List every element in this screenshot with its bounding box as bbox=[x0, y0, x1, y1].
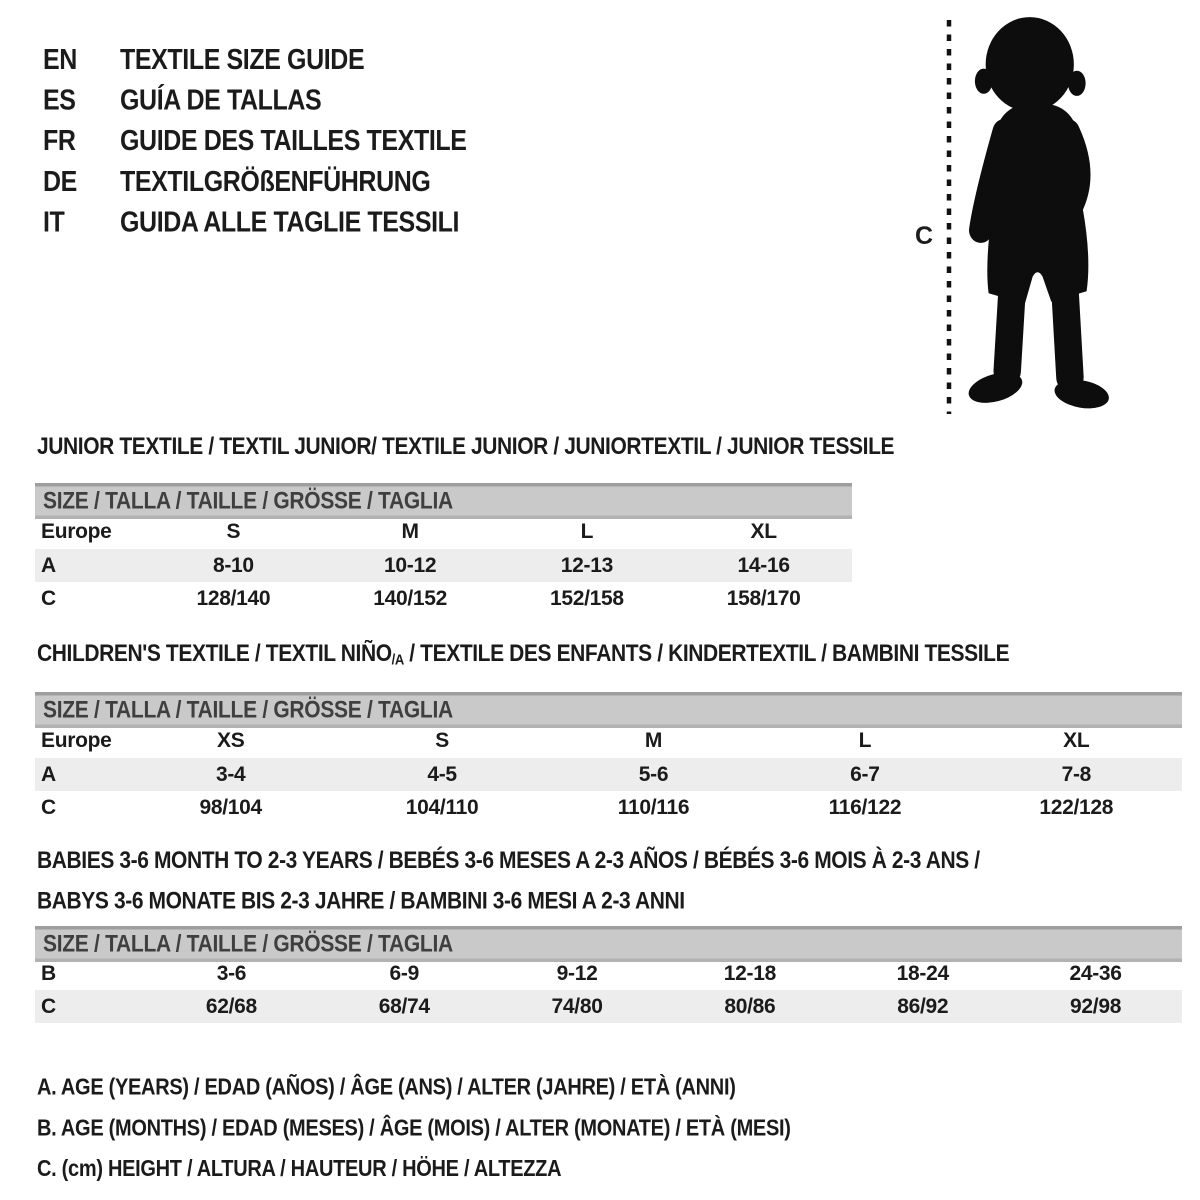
height-measure-label: C bbox=[915, 222, 934, 250]
value-cell: 122/128 bbox=[1039, 795, 1114, 819]
column-header-cell: S bbox=[226, 519, 241, 543]
table-header-row bbox=[35, 723, 1182, 758]
size-guide-figure bbox=[905, 14, 1155, 424]
value-cell: 5-6 bbox=[638, 762, 669, 786]
column-header-cell: L bbox=[858, 728, 872, 752]
language-row bbox=[43, 121, 467, 162]
row-label-cell: A bbox=[41, 553, 56, 577]
size-header-bar: SIZE / TALLA / TAILLE / GRÖSSE / TAGLIA bbox=[35, 692, 1182, 728]
language-label: GUIDE DES TAILLES TEXTILE bbox=[120, 124, 467, 158]
measure-legend bbox=[37, 1068, 791, 1190]
value-cell: 3-6 bbox=[216, 961, 247, 985]
junior-section-title: JUNIOR TEXTILE / TEXTIL JUNIOR/ TEXTILE JUNIOR / JUNIORTEXTIL / JUNIOR TESSILE bbox=[37, 433, 895, 460]
children-title-suffix: / TEXTILE DES ENFANTS / KINDERTEXTIL / BAMBINI TESSILE bbox=[403, 640, 1010, 667]
language-row bbox=[43, 81, 467, 122]
children-title-prefix: CHILDREN'S TEXTILE / TEXTIL NIÑO bbox=[37, 640, 392, 667]
babies-title-line1: BABIES 3-6 MONTH TO 2-3 YEARS / BEBÉS 3-6 MESES A 2-3 AÑOS / BÉBÉS 3-6 MOIS À 2-3 ANS / bbox=[37, 846, 980, 874]
value-cell: 92/98 bbox=[1070, 994, 1122, 1018]
column-header-cell: S bbox=[435, 728, 449, 752]
value-cell: 62/68 bbox=[205, 994, 257, 1018]
column-header-cell: Europe bbox=[41, 728, 112, 752]
column-header-cell: Europe bbox=[41, 519, 112, 543]
value-cell: 10-12 bbox=[384, 553, 437, 577]
value-cell: 128/140 bbox=[196, 586, 271, 610]
value-cell: 6-7 bbox=[850, 762, 880, 786]
column-header-cell: XL bbox=[750, 519, 777, 543]
language-label: TEXTILGRÖßENFÜHRUNG bbox=[120, 165, 431, 198]
column-header-cell: M bbox=[401, 519, 419, 543]
column-header-cell: L bbox=[580, 519, 594, 543]
language-code: IT bbox=[43, 205, 65, 239]
language-code: ES bbox=[43, 84, 76, 117]
junior-size-table bbox=[35, 483, 852, 615]
value-cell: 12-18 bbox=[723, 961, 777, 985]
value-cell: 158/170 bbox=[726, 586, 801, 610]
legend-line-age-months: B. AGE (MONTHS) / EDAD (MESES) / ÂGE (MOIS) / ALTER (MONATE) / ETÀ (MESI) bbox=[37, 1115, 791, 1142]
language-row bbox=[43, 162, 467, 203]
value-cell: 8-10 bbox=[212, 553, 254, 577]
table-row bbox=[35, 791, 1182, 824]
column-header-cell: XL bbox=[1063, 728, 1090, 752]
size-header-bar: SIZE / TALLA / TAILLE / GRÖSSE / TAGLIA bbox=[35, 926, 1182, 962]
children-title-sub: /A bbox=[391, 650, 404, 668]
value-cell: 98/104 bbox=[199, 795, 262, 819]
legend-line-age-years: A. AGE (YEARS) / EDAD (AÑOS) / ÂGE (ANS) / ALTER (JAHRE) / ETÀ (ANNI) bbox=[37, 1074, 736, 1101]
table-header-row bbox=[35, 514, 852, 549]
value-cell: 86/92 bbox=[897, 994, 949, 1018]
language-row bbox=[43, 40, 467, 81]
table-row bbox=[35, 549, 852, 582]
language-code: DE bbox=[43, 165, 77, 198]
row-label-cell: C bbox=[41, 586, 56, 610]
language-label: GUIDA ALLE TAGLIE TESSILI bbox=[120, 205, 460, 239]
value-cell: 3-4 bbox=[215, 762, 246, 786]
row-label-cell: C bbox=[41, 795, 56, 819]
value-cell: 110/116 bbox=[617, 795, 690, 819]
babies-size-table bbox=[35, 926, 1182, 1023]
value-cell: 6-9 bbox=[389, 961, 419, 985]
table-row bbox=[35, 582, 852, 615]
row-label-cell: B bbox=[41, 961, 56, 985]
toddler-silhouette bbox=[905, 14, 1155, 424]
value-cell: 104/110 bbox=[405, 795, 479, 819]
value-cell: 12-13 bbox=[560, 553, 613, 577]
value-cell: 116/122 bbox=[828, 795, 902, 819]
value-cell: 4-5 bbox=[427, 762, 457, 786]
value-cell: 68/74 bbox=[378, 994, 430, 1018]
value-cell: 7-8 bbox=[1061, 762, 1092, 786]
babies-section-title bbox=[37, 840, 980, 921]
language-title-list bbox=[43, 40, 467, 243]
value-cell: 24-36 bbox=[1069, 961, 1122, 985]
language-label: TEXTILE SIZE GUIDE bbox=[120, 43, 365, 76]
language-row bbox=[43, 202, 467, 243]
value-cell: 74/80 bbox=[551, 994, 603, 1018]
column-header-cell: XS bbox=[216, 728, 245, 752]
children-section-title bbox=[37, 640, 1009, 668]
legend-line-height-cm: C. (cm) HEIGHT / ALTURA / HAUTEUR / HÖHE / ALTEZZA bbox=[37, 1156, 562, 1182]
value-cell: 18-24 bbox=[896, 961, 949, 985]
value-cell: 152/158 bbox=[549, 586, 624, 610]
value-cell: 140/152 bbox=[373, 586, 448, 610]
children-size-table bbox=[35, 692, 1182, 824]
babies-title-line2: BABYS 3-6 MONATE BIS 2-3 JAHRE / BAMBINI 3-6 MESI A 2-3 ANNI bbox=[37, 887, 685, 915]
language-code: EN bbox=[43, 43, 77, 76]
table-row bbox=[35, 990, 1182, 1023]
language-label: GUÍA DE TALLAS bbox=[120, 84, 322, 117]
value-cell: 9-12 bbox=[556, 961, 598, 985]
value-cell: 80/86 bbox=[724, 994, 776, 1018]
size-header-bar: SIZE / TALLA / TAILLE / GRÖSSE / TAGLIA bbox=[35, 483, 852, 519]
table-row bbox=[35, 758, 1182, 791]
value-cell: 14-16 bbox=[737, 553, 790, 577]
language-code: FR bbox=[43, 124, 76, 158]
column-header-cell: M bbox=[644, 728, 663, 752]
row-label-cell: C bbox=[41, 994, 56, 1018]
row-label-cell: A bbox=[41, 762, 56, 786]
